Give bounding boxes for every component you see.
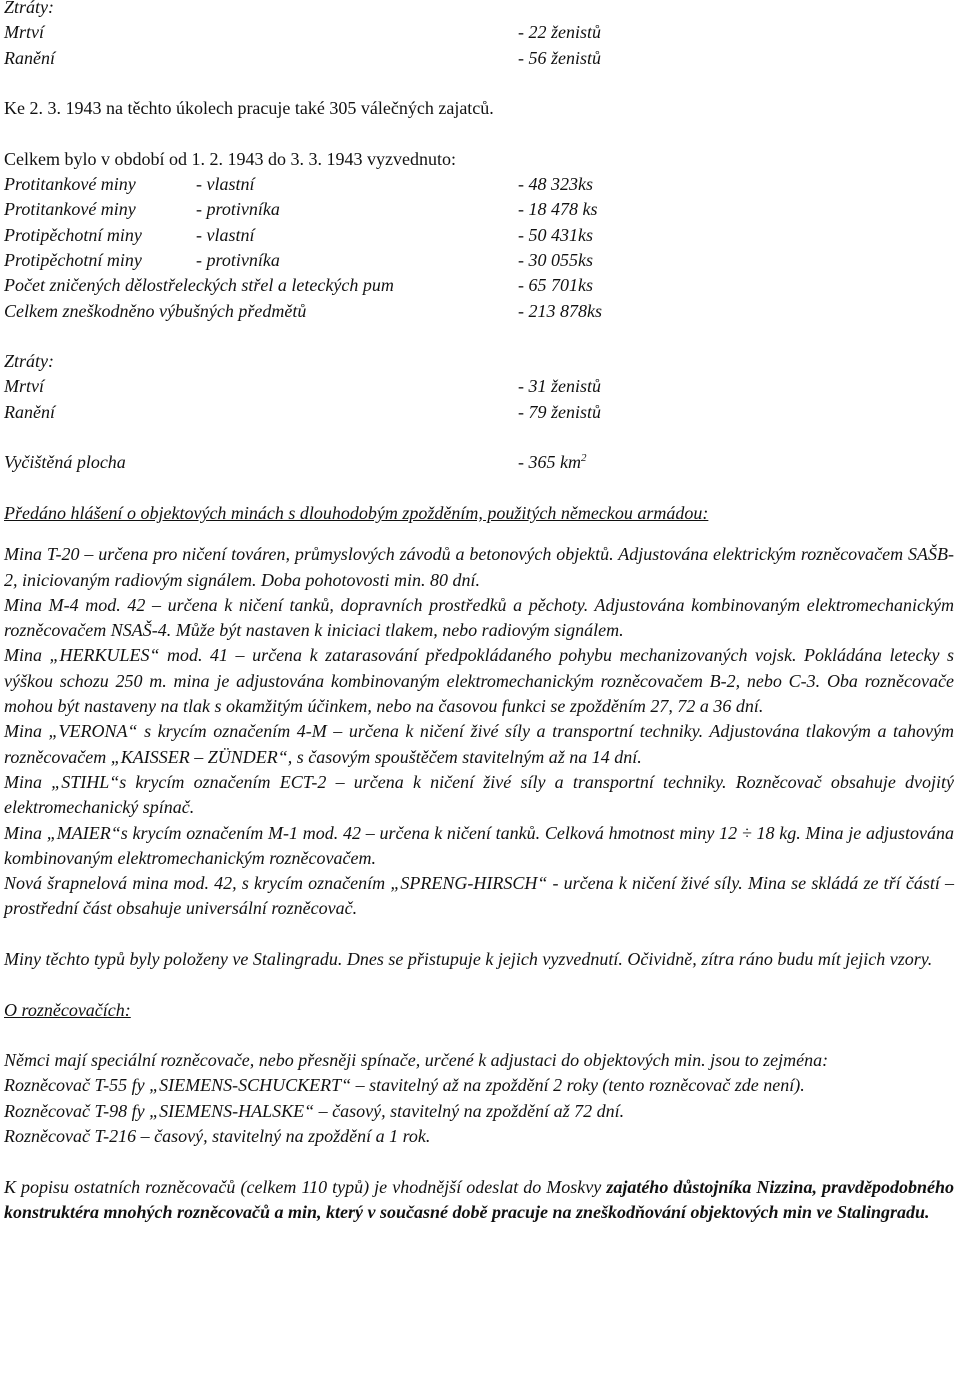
cleared-area-label: Vyčištěná plocha bbox=[4, 452, 126, 473]
wounded-label: Ranění bbox=[4, 47, 55, 68]
mine-paragraph: Mina „HERKULES“ mod. 41 – určena k zatarasování předpokládaného pohybu mechanizovaných vojsk. Pokládána letecky s výškou schozu 250 m. mina je adjustována kombinovaným elektromechanickým rozněcovačem B-2, nebo C-3. Oba rozněcovače mohou být nastaveny na tlak s okamžitým účinkem, nebo na časovou funkci se zpožděním 27, 72 a 36 dní. bbox=[4, 645, 954, 717]
final-text: K popisu ostatních rozněcovačů (celkem 110 typů) je vhodnější odeslat do Moskvy bbox=[4, 1176, 607, 1197]
summary-row bbox=[4, 172, 954, 197]
mine-paragraph: Mina „MAIER“s krycím označením M-1 mod. 42 – určena k ničení tanků. Celková hmotnost miny 12 ÷ 18 kg. Mina je adjustována kombinovaným elektromechanickým rozněcovačem. bbox=[4, 822, 954, 868]
total-value: - 213 878ks bbox=[518, 300, 602, 321]
detonator-item: Rozněcovač T-98 fy „SIEMENS-HALSKE“ – časový, stavitelný na zpoždění až 72 dní. bbox=[4, 1100, 625, 1121]
losses-heading-2: Ztráty: bbox=[4, 351, 55, 372]
summary-value: - 18 478 ks bbox=[518, 199, 598, 220]
mine-paragraph: Mina M-4 mod. 42 – určena k ničení tanků, dopravních prostředků a pěchoty. Adjustována kombinovaným elektromechanickým rozněcovačem NSAŠ-4. Může být nastaven k iniciaci tlakem, nebo radiovým signálem. bbox=[4, 594, 954, 641]
detonators-intro: Němci mají speciální rozněcovače, nebo přesněji spínače, určené k adjustaci do objektových min. jsou to zejména: bbox=[4, 1050, 829, 1071]
summary-intro: Celkem bylo v období od 1. 2. 1943 do 3. 3. 1943 vyzvednuto: bbox=[4, 148, 456, 169]
summary-owner: - vlastní bbox=[196, 224, 255, 245]
summary-type: Protitankové miny bbox=[4, 174, 136, 195]
cleared-area-superscript: 2 bbox=[580, 452, 587, 465]
cleared-area-number: - 365 km bbox=[518, 452, 581, 473]
summary-row bbox=[4, 197, 954, 222]
detonator-item: Rozněcovač T-216 – časový, stavitelný na zpoždění a 1 rok. bbox=[4, 1126, 431, 1147]
summary-table bbox=[4, 172, 954, 324]
cleared-area-row bbox=[4, 450, 954, 475]
mines-heading: Předáno hlášení o objektových minách s dlouhodobým zpožděním, použitých německou armádou: bbox=[4, 502, 709, 523]
summary-type: Protipěchotní miny bbox=[4, 224, 142, 245]
final-paragraph bbox=[4, 1175, 954, 1226]
summary-row bbox=[4, 223, 954, 248]
mine-paragraph: Mina „STIHL“s krycím označením ECT-2 – určena k ničení živé síly a transportní techniky. Rozněcovač obsahuje dvojitý elektromechanický spínač. bbox=[4, 771, 954, 818]
mines-list bbox=[4, 542, 954, 921]
summary-owner: - protivníka bbox=[196, 249, 280, 270]
losses-dead-row-2 bbox=[4, 374, 954, 399]
dead-value: - 22 ženistů bbox=[518, 22, 601, 43]
dead-value: - 31 ženistů bbox=[518, 376, 601, 397]
mine-paragraph: Mina „VERONA“ s krycím označením 4-M – určena k ničení živé síly a transportní techniky. Adjustována tlakovým a tahovým rozněcovačem „KAISSER – ZÜNDER“, s časovým spouštěčem stavitelným až na 14 dní. bbox=[4, 721, 954, 767]
summary-type: Protipěchotní miny bbox=[4, 249, 142, 270]
wounded-label: Ranění bbox=[4, 401, 55, 422]
summary-value: - 30 055ks bbox=[518, 249, 593, 270]
losses-wounded-row-2 bbox=[4, 400, 954, 425]
losses-dead-row-1 bbox=[4, 20, 954, 45]
stalingrad-note: Miny těchto typů byly položeny ve Stalingradu. Dnes se přistupuje k jejich vyzvednutí. Očividně, zítra ráno budu mít jejich vzory. bbox=[4, 948, 933, 969]
summary-row bbox=[4, 248, 954, 273]
shells-label: Počet zničených dělostřeleckých střel a leteckých pum bbox=[4, 275, 394, 296]
dead-label: Mrtví bbox=[4, 376, 44, 397]
prisoners-note: Ke 2. 3. 1943 na těchto úkolech pracuje také 305 válečných zajatců. bbox=[4, 98, 494, 119]
summary-type: Protitankové miny bbox=[4, 199, 136, 220]
summary-row-shells bbox=[4, 273, 954, 298]
mine-paragraph: Nová šrapnelová mina mod. 42, s krycím označením „SPRENG-HIRSCH“ - určena k ničení živé síly. Mina se skládá ze tří částí – prostřední část obsahuje universální rozněcovač. bbox=[4, 873, 954, 919]
detonators-heading: O rozněcovačích: bbox=[4, 999, 131, 1020]
cleared-area-value bbox=[518, 450, 586, 475]
total-label: Celkem zneškodněno výbušných předmětů bbox=[4, 300, 307, 321]
summary-value: - 48 323ks bbox=[518, 174, 593, 195]
shells-value: - 65 701ks bbox=[518, 275, 593, 296]
detonators-section bbox=[4, 1048, 954, 1149]
mine-paragraph: Mina T-20 – určena pro ničení továren, průmyslových závodů a betonových objektů. Adjustována elektrickým rozněcovačem SAŠB-2, iniciovaným radiovým signálem. Doba pohotovosti min. 80 dní. bbox=[4, 544, 954, 590]
summary-owner: - protivníka bbox=[196, 199, 280, 220]
summary-row-total bbox=[4, 299, 954, 324]
final-text-bold: zajatého důstojníka Nizzina, pravděpodobného konstruktéra mnohých rozněcovačů a min, který v současné době pracuje na zneškodňování objektových min ve Stalingradu. bbox=[4, 1176, 954, 1222]
losses-heading-1: Ztráty: bbox=[4, 0, 55, 17]
summary-value: - 50 431ks bbox=[518, 224, 593, 245]
summary-owner: - vlastní bbox=[196, 174, 255, 195]
dead-label: Mrtví bbox=[4, 22, 44, 43]
losses-wounded-row-1 bbox=[4, 46, 954, 71]
wounded-value: - 56 ženistů bbox=[518, 47, 601, 68]
wounded-value: - 79 ženistů bbox=[518, 401, 601, 422]
detonator-item: Rozněcovač T-55 fy „SIEMENS-SCHUCKERT“ – stavitelný až na zpoždění 2 roky (tento rozněcovač zde není). bbox=[4, 1075, 805, 1096]
